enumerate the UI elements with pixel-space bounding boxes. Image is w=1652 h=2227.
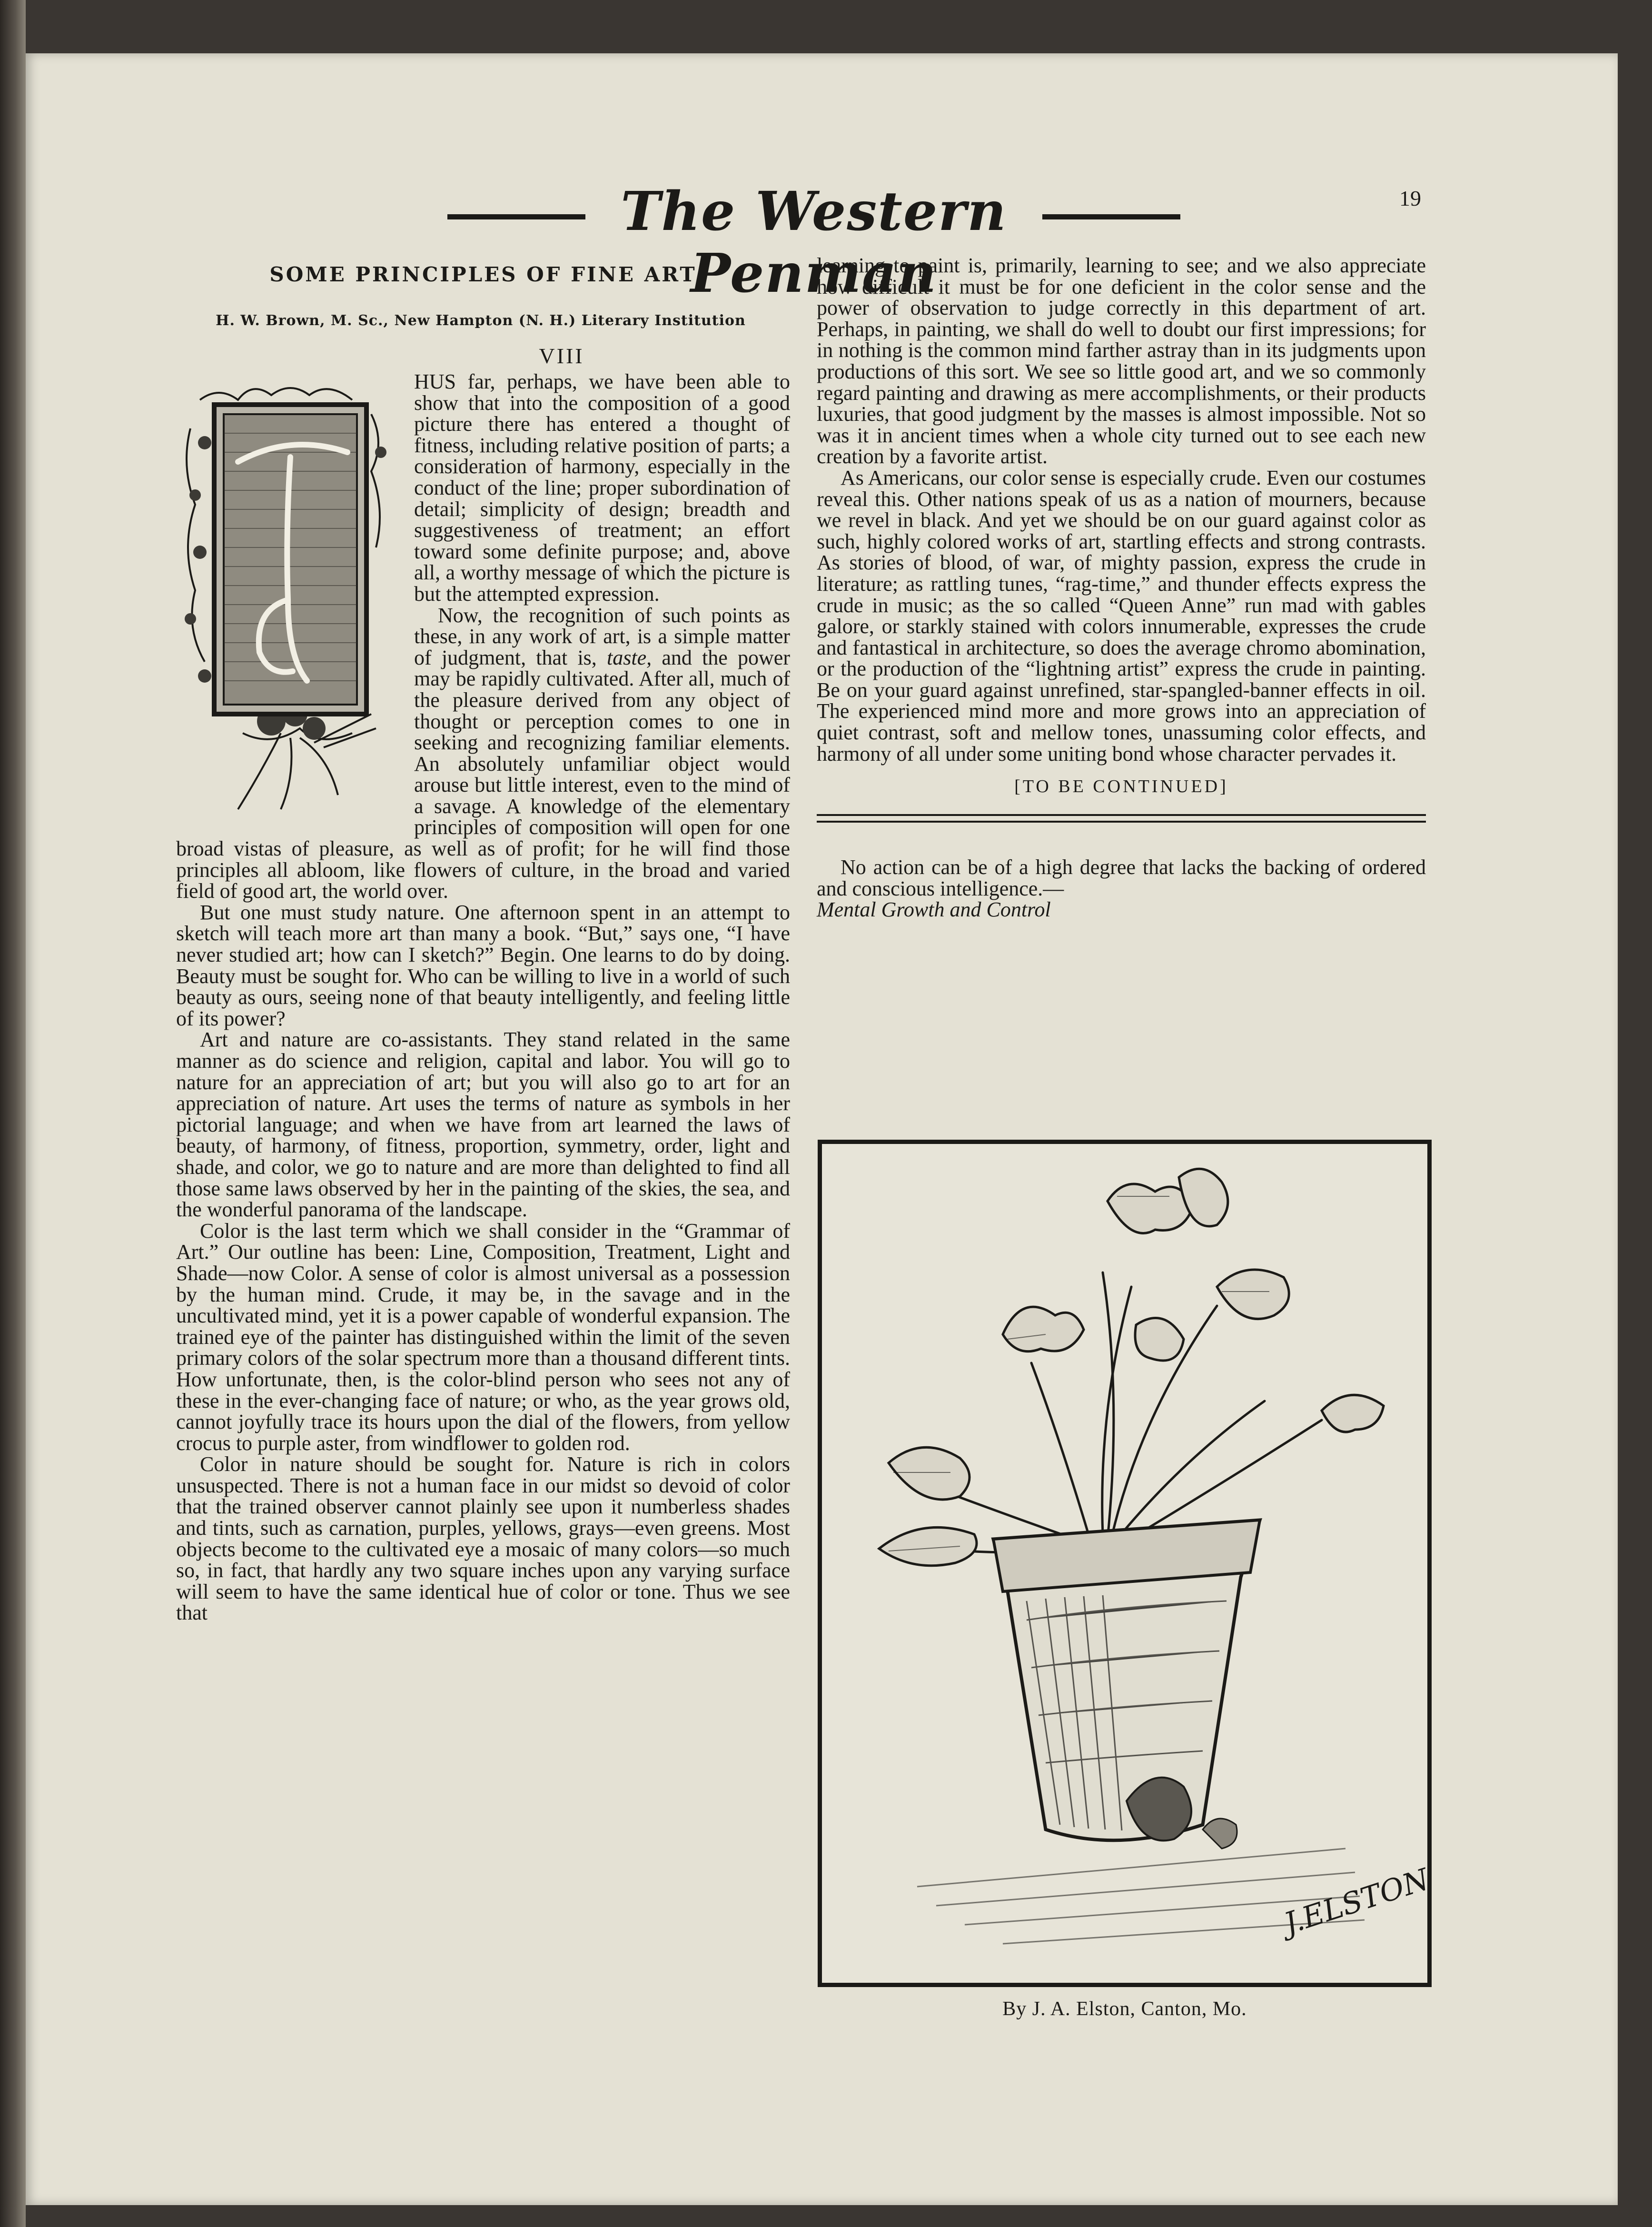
masthead-rule-right bbox=[1042, 214, 1180, 219]
paragraph-2-part-a: Now, the recognition of such points as these, in any work of art, is a simple matter of judgment, that is, bbox=[414, 603, 790, 669]
section-divider bbox=[817, 814, 1426, 823]
article-title: SOME PRINCIPLES OF FINE ART bbox=[269, 263, 697, 286]
potted-plant-drawing bbox=[822, 1144, 1427, 1983]
masthead-rule-left bbox=[447, 214, 585, 219]
plant-illustration bbox=[818, 1140, 1432, 1987]
masthead-logo: The Western Penman bbox=[621, 180, 1007, 305]
article-part-number: VIII bbox=[539, 344, 584, 368]
illustration-caption: By J. A. Elston, Canton, Mo. bbox=[1002, 1998, 1247, 2020]
page-number: 19 bbox=[1399, 186, 1421, 210]
article-paragraph-3: But one must study nature. One afternoon spent in an attempt to sketch will teach more art than many a book. “But,” says one, “I have never studied art; how can I sketch?” Begin. One learns to do by doing. Beauty must be sought for. Who can be willing to live in a world of such beauty as ours, seeing none of that beauty intelligently, and feeling little of its power? bbox=[176, 900, 790, 1030]
quote bbox=[817, 857, 1426, 921]
paragraph-2-part-b: and the power may be rapidly cultivated. After all, much of the pleasure derived from any object of thought or perception comes to one in seeking and recognizing familiar elements. An absolutely unfamiliar object would arouse but little interest, even to the mind of a savage. A knowledge of the elementary principles of composition will open for one broad vistas of pleasure, as well as of profit; for he will find those principles all abloom, like flowers of culture, in the broad and varied field of good art, the world over. bbox=[176, 646, 790, 903]
right-column bbox=[817, 255, 1426, 921]
article-paragraph-6: Color in nature should be sought for. Nature is rich in colors unsuspected. There is not a human face in our midst so devoid of color that the trained observer cannot plainly see upon it numberless shades and tints, such as carnation, purples, yellows, grays—even greens. Most objects become to the cultivated eye a mosaic of many colors—so much so, in fact, that hardly any two square inches upon any varying surface will seem to have the same identical hue of color or tone. Thus we see that bbox=[176, 1452, 790, 1625]
continued-note: [TO BE CONTINUED] bbox=[1014, 776, 1228, 797]
opening-paragraphs bbox=[176, 371, 790, 902]
article-paragraph-1: HUS far, perhaps, we have been able to show that into the composition of a good picture there has entered a thought of fitness, including relative position of parts; a consideration of harmony, especially in the conduct of the line; proper subordination of detail; simplicity of design; breadth and suggestiveness of treatment; an effort toward some definite purpose; and, above all, a worthy message of which the picture is but the attempted expression. bbox=[414, 370, 790, 606]
quote-text: No action can be of a high degree that lacks the backing of ordered and conscious intelligence.— bbox=[817, 855, 1426, 900]
book-spine bbox=[0, 0, 26, 2227]
left-column bbox=[176, 257, 790, 1624]
article-paragraph-7: learning to paint is, primarily, learning to see; and we also appreciate how difficult it must be for one deficient in the color sense and the power of observation to judge correctly in this department of art. Perhaps, in painting, we shall do well to doubt our first impressions; for in nothing is the common mind farther astray than in its judgments upon productions of this sort. We see so little good art, and we so commonly regard painting and drawing as mere accomplishments, or their products luxuries, that good judgment by the masses is almost impossible. Not so was it in ancient times when a whole city turned out to see each new creation by a favorite artist. bbox=[817, 254, 1426, 468]
drop-cap-ornament bbox=[171, 371, 409, 819]
article-byline: H. W. Brown, M. Sc., New Hampton (N. H.) Literary Institution bbox=[216, 312, 746, 329]
paragraph-2-emphasis: taste, bbox=[607, 646, 652, 669]
drop-cap-image bbox=[171, 371, 409, 819]
illustration-signature: J.ELSTON. bbox=[1280, 1859, 1427, 1941]
article-paragraph-8: As Americans, our color sense is especially crude. Even our costumes reveal this. Other nations speak of us as a nation of mourners, because we revel in black. And yet we should be on our guard against color as such, highly colored works of art, startling effects and strong contrasts. As stories of blood, of war, of mighty passion, express the crude in literature; as rattling tunes, “rag-time,” and thunder effects express the crude in music; as the so called “Queen Anne” run mad with gables galore, or starkly stained with colors innumerable, expresses the crude and fantastical in architecture, so does the average chromo abomination, or the production of the “lightning artist” express the crude in painting. Be on your guard against unrefined, star-spangled-banner effects in oil. The experienced mind more and more grows into an appreciation of quiet contrast, soft and mellow tones, unassuming color effects, and harmony of all under some uniting bond whose character pervades it. bbox=[817, 466, 1426, 766]
article-paragraph-4: Art and nature are co-assistants. They stand related in the same manner as do science and religion, capital and labor. You will go to nature for an appreciation of art; but you will also go to art for an appreciation of nature. Art uses the terms of nature as symbols in her pictorial language; and when we have from art learned the laws of beauty, of harmony, of fitness, proportion, symmetry, order, light and shade, and color, we go to nature and are more than delighted to find all those same laws observed by her in the painting of the skies, the sea, and the wonderful panorama of the landscape. bbox=[176, 1028, 790, 1222]
quote-source: Mental Growth and Control bbox=[817, 898, 1051, 922]
article-paragraph-5: Color is the last term which we shall consider in the “Grammar of Art.” Our outline has been: Line, Composition, Treatment, Light and Shade—now Color. A sense of color is almost universal as a possession by the human mind. Crude, it may be, in the savage and in the uncultivated mind, yet it is a power capable of wonderful expansion. The trained eye of the painter has distinguished within the limit of the seven primary colors of the solar spectrum more than a thousand different tints. How unfortunate, then, is the color-blind person who sees not any of these in the ever-changing face of nature; or who, as the year grows old, cannot joyfully trace its hours upon the dial of the flowers, from yellow crocus to purple aster, from windflower to golden rod. bbox=[176, 1219, 790, 1455]
